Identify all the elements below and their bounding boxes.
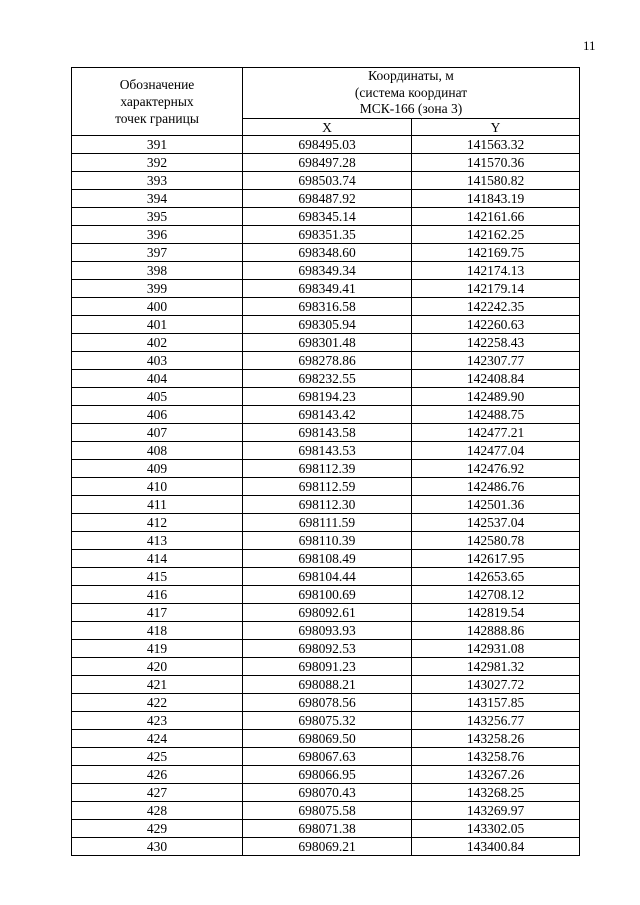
y-coordinate-cell: 142537.04: [412, 514, 580, 532]
x-coordinate-cell: 698143.42: [243, 406, 412, 424]
table-row: [72, 730, 580, 748]
table-header-row: [72, 68, 580, 119]
x-coordinate-cell: 698110.39: [243, 532, 412, 550]
x-coordinate-cell: 698088.21: [243, 676, 412, 694]
y-coordinate-cell: 142477.21: [412, 424, 580, 442]
table-row: [72, 136, 580, 154]
point-id-cell: 400: [72, 298, 243, 316]
point-id-cell: 413: [72, 532, 243, 550]
point-id-cell: 422: [72, 694, 243, 712]
table-row: [72, 748, 580, 766]
point-id-cell: 409: [72, 460, 243, 478]
table-body: [72, 136, 580, 856]
x-coordinate-cell: 698112.39: [243, 460, 412, 478]
point-id-cell: 414: [72, 550, 243, 568]
y-coordinate-cell: 142931.08: [412, 640, 580, 658]
y-coordinate-cell: 142708.12: [412, 586, 580, 604]
table-row: [72, 586, 580, 604]
table-row: [72, 226, 580, 244]
page-number: 11: [583, 38, 596, 53]
table-row: [72, 478, 580, 496]
y-coordinate-cell: 142476.92: [412, 460, 580, 478]
x-coordinate-cell: 698349.34: [243, 262, 412, 280]
x-coordinate-cell: 698194.23: [243, 388, 412, 406]
coordinates-table: [71, 67, 580, 856]
table-row: [72, 838, 580, 856]
x-coordinate-cell: 698143.53: [243, 442, 412, 460]
x-coordinate-cell: 698067.63: [243, 748, 412, 766]
y-coordinate-cell: 142258.43: [412, 334, 580, 352]
coordinates-header-line: (система координат: [354, 84, 468, 100]
table-row: [72, 532, 580, 550]
y-coordinate-cell: 142981.32: [412, 658, 580, 676]
table-row: [72, 658, 580, 676]
x-coordinate-cell: 698092.61: [243, 604, 412, 622]
x-coordinate-cell: 698497.28: [243, 154, 412, 172]
point-id-cell: 418: [72, 622, 243, 640]
x-coordinate-cell: 698111.59: [243, 514, 412, 532]
table-row: [72, 766, 580, 784]
y-coordinate-cell: 142242.35: [412, 298, 580, 316]
point-id-cell: 426: [72, 766, 243, 784]
table-row: [72, 514, 580, 532]
x-coordinate-cell: 698112.59: [243, 478, 412, 496]
point-id-cell: 419: [72, 640, 243, 658]
y-column-header: Y: [412, 119, 580, 136]
x-coordinate-cell: 698092.53: [243, 640, 412, 658]
x-coordinate-cell: 698351.35: [243, 226, 412, 244]
designation-header-line: точек границы: [115, 111, 199, 126]
y-coordinate-cell: 142169.75: [412, 244, 580, 262]
table-row: [72, 496, 580, 514]
table-row: [72, 622, 580, 640]
point-id-cell: 429: [72, 820, 243, 838]
y-coordinate-cell: 143258.26: [412, 730, 580, 748]
y-coordinate-cell: 143267.26: [412, 766, 580, 784]
point-id-cell: 421: [72, 676, 243, 694]
table-row: [72, 784, 580, 802]
y-coordinate-cell: 142580.78: [412, 532, 580, 550]
point-id-cell: 403: [72, 352, 243, 370]
point-id-cell: 397: [72, 244, 243, 262]
point-id-cell: 399: [72, 280, 243, 298]
y-coordinate-cell: 143256.77: [412, 712, 580, 730]
table-row: [72, 172, 580, 190]
table-row: [72, 604, 580, 622]
y-coordinate-cell: 142617.95: [412, 550, 580, 568]
x-coordinate-cell: 698066.95: [243, 766, 412, 784]
point-id-cell: 406: [72, 406, 243, 424]
x-coordinate-cell: 698071.38: [243, 820, 412, 838]
x-coordinate-cell: 698100.69: [243, 586, 412, 604]
point-id-cell: 420: [72, 658, 243, 676]
table-row: [72, 334, 580, 352]
y-coordinate-cell: 142260.63: [412, 316, 580, 334]
table-row: [72, 460, 580, 478]
point-id-cell: 408: [72, 442, 243, 460]
y-coordinate-cell: 141570.36: [412, 154, 580, 172]
point-id-cell: 404: [72, 370, 243, 388]
x-coordinate-cell: 698091.23: [243, 658, 412, 676]
table-row: [72, 316, 580, 334]
x-coordinate-cell: 698316.58: [243, 298, 412, 316]
point-id-cell: 427: [72, 784, 243, 802]
table-row: [72, 550, 580, 568]
y-coordinate-cell: 142486.76: [412, 478, 580, 496]
point-id-cell: 412: [72, 514, 243, 532]
table-row: [72, 820, 580, 838]
x-coordinate-cell: 698075.32: [243, 712, 412, 730]
point-id-cell: 430: [72, 838, 243, 856]
point-id-cell: 402: [72, 334, 243, 352]
x-coordinate-cell: 698075.58: [243, 802, 412, 820]
point-id-cell: 415: [72, 568, 243, 586]
point-id-cell: 424: [72, 730, 243, 748]
y-coordinate-cell: 143269.97: [412, 802, 580, 820]
y-coordinate-cell: 142489.90: [412, 388, 580, 406]
point-id-cell: 416: [72, 586, 243, 604]
x-coordinate-cell: 698232.55: [243, 370, 412, 388]
table-row: [72, 298, 580, 316]
x-coordinate-cell: 698503.74: [243, 172, 412, 190]
table-row: [72, 190, 580, 208]
y-coordinate-cell: 142819.54: [412, 604, 580, 622]
y-coordinate-cell: 142161.66: [412, 208, 580, 226]
coordinates-header: [243, 68, 580, 119]
x-coordinate-cell: 698349.41: [243, 280, 412, 298]
y-coordinate-cell: 143268.25: [412, 784, 580, 802]
designation-header: [72, 68, 243, 136]
x-coordinate-cell: 698348.60: [243, 244, 412, 262]
point-id-cell: 395: [72, 208, 243, 226]
table-row: [72, 208, 580, 226]
x-coordinate-cell: 698070.43: [243, 784, 412, 802]
point-id-cell: 398: [72, 262, 243, 280]
x-coordinate-cell: 698345.14: [243, 208, 412, 226]
x-coordinate-cell: 698112.30: [243, 496, 412, 514]
x-coordinate-cell: 698143.58: [243, 424, 412, 442]
table-row: [72, 244, 580, 262]
y-coordinate-cell: 142179.14: [412, 280, 580, 298]
x-coordinate-cell: 698069.50: [243, 730, 412, 748]
x-coordinate-cell: 698278.86: [243, 352, 412, 370]
point-id-cell: 425: [72, 748, 243, 766]
table-row: [72, 568, 580, 586]
point-id-cell: 396: [72, 226, 243, 244]
point-id-cell: 411: [72, 496, 243, 514]
table-row: [72, 280, 580, 298]
table-row: [72, 406, 580, 424]
table-row: [72, 712, 580, 730]
x-coordinate-cell: 698301.48: [243, 334, 412, 352]
x-coordinate-cell: 698093.93: [243, 622, 412, 640]
table-row: [72, 802, 580, 820]
y-coordinate-cell: 142307.77: [412, 352, 580, 370]
y-coordinate-cell: 141580.82: [412, 172, 580, 190]
table-row: [72, 424, 580, 442]
y-coordinate-cell: 143157.85: [412, 694, 580, 712]
y-coordinate-cell: 142488.75: [412, 406, 580, 424]
x-coordinate-cell: 698108.49: [243, 550, 412, 568]
y-coordinate-cell: 143400.84: [412, 838, 580, 856]
y-coordinate-cell: 143258.76: [412, 748, 580, 766]
table-row: [72, 262, 580, 280]
designation-header-line: характерных: [120, 94, 194, 109]
x-coordinate-cell: 698078.56: [243, 694, 412, 712]
coordinates-header-line: Координаты, м: [368, 68, 454, 84]
table-row: [72, 640, 580, 658]
table-row: [72, 442, 580, 460]
table-row: [72, 694, 580, 712]
point-id-cell: 417: [72, 604, 243, 622]
x-coordinate-cell: 698487.92: [243, 190, 412, 208]
table-row: [72, 676, 580, 694]
x-coordinate-cell: 698069.21: [243, 838, 412, 856]
designation-header-line: Обозначение: [119, 77, 195, 92]
y-coordinate-cell: 142501.36: [412, 496, 580, 514]
y-coordinate-cell: 141563.32: [412, 136, 580, 154]
point-id-cell: 405: [72, 388, 243, 406]
x-coordinate-cell: 698104.44: [243, 568, 412, 586]
point-id-cell: 428: [72, 802, 243, 820]
point-id-cell: 410: [72, 478, 243, 496]
table-row: [72, 388, 580, 406]
table-row: [72, 370, 580, 388]
y-coordinate-cell: 141843.19: [412, 190, 580, 208]
y-coordinate-cell: 143027.72: [412, 676, 580, 694]
y-coordinate-cell: 142174.13: [412, 262, 580, 280]
y-coordinate-cell: 142477.04: [412, 442, 580, 460]
y-coordinate-cell: 142653.65: [412, 568, 580, 586]
x-column-header: X: [243, 119, 412, 136]
coordinates-header-line: МСК-166 (зона 3): [359, 101, 463, 117]
table-row: [72, 352, 580, 370]
y-coordinate-cell: 142408.84: [412, 370, 580, 388]
point-id-cell: 392: [72, 154, 243, 172]
x-coordinate-cell: 698305.94: [243, 316, 412, 334]
point-id-cell: 407: [72, 424, 243, 442]
point-id-cell: 394: [72, 190, 243, 208]
x-coordinate-cell: 698495.03: [243, 136, 412, 154]
point-id-cell: 423: [72, 712, 243, 730]
table-row: [72, 154, 580, 172]
point-id-cell: 391: [72, 136, 243, 154]
point-id-cell: 401: [72, 316, 243, 334]
y-coordinate-cell: 142162.25: [412, 226, 580, 244]
y-coordinate-cell: 143302.05: [412, 820, 580, 838]
point-id-cell: 393: [72, 172, 243, 190]
y-coordinate-cell: 142888.86: [412, 622, 580, 640]
